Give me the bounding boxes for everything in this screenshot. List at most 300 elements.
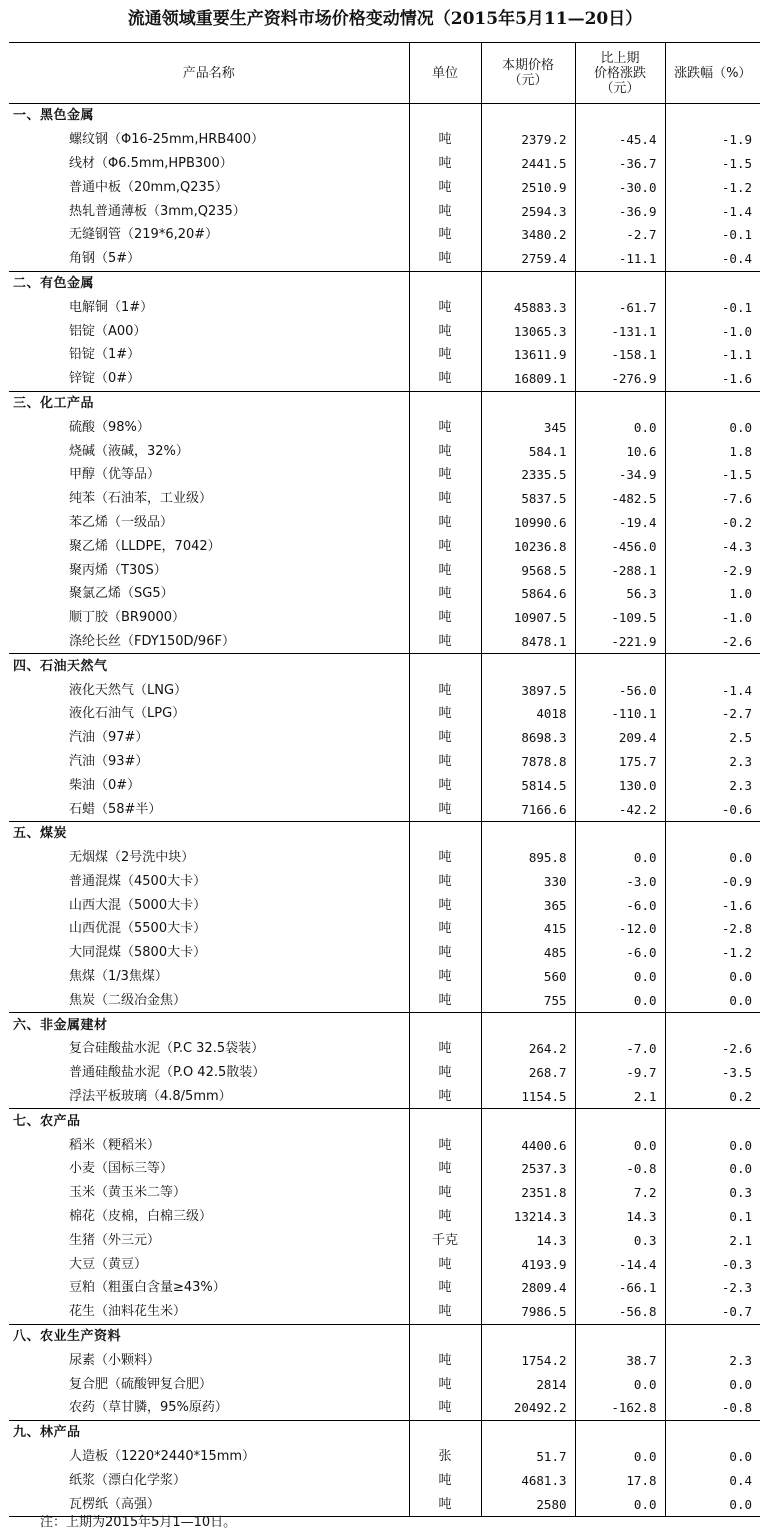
product-name: 山西大混（5000大卡）: [69, 897, 207, 913]
table-row: [9, 606, 760, 630]
category-row: [9, 104, 760, 128]
header-row: [9, 43, 760, 104]
change-percent: -2.3: [665, 1276, 760, 1300]
category-empty-cell: [409, 1420, 481, 1444]
price-change: -11.1: [575, 247, 665, 271]
change-percent: -1.5: [665, 463, 760, 487]
price-change: 0.0: [575, 1492, 665, 1516]
change-percent: 0.0: [665, 1492, 760, 1516]
table-row: [9, 726, 760, 750]
price-change: 0.0: [575, 965, 665, 989]
product-name: 烧碱（液碱，32%）: [69, 443, 189, 459]
table-row: [9, 1276, 760, 1300]
header-unit: 单位: [409, 43, 481, 104]
unit: 吨: [409, 1205, 481, 1229]
table-row: [9, 1445, 760, 1469]
current-price: 415: [481, 917, 575, 941]
unit: 吨: [409, 511, 481, 535]
current-price: 1754.2: [481, 1348, 575, 1372]
unit: 吨: [409, 199, 481, 223]
price-change: -3.0: [575, 870, 665, 894]
price-change: 209.4: [575, 726, 665, 750]
unit: 吨: [409, 558, 481, 582]
table-body: [9, 104, 760, 1517]
price-change: -6.0: [575, 893, 665, 917]
change-percent: -0.3: [665, 1252, 760, 1276]
category-empty-cell: [665, 1013, 760, 1037]
unit: 吨: [409, 797, 481, 821]
category-empty-cell: [409, 821, 481, 845]
price-table: [9, 42, 760, 1517]
price-change: -0.8: [575, 1157, 665, 1181]
table-row: [9, 630, 760, 654]
unit: 吨: [409, 1276, 481, 1300]
change-percent: -2.6: [665, 630, 760, 654]
header-change-percent: 涨跌幅（%）: [665, 43, 760, 104]
current-price: 10990.6: [481, 511, 575, 535]
product-name: 小麦（国标三等）: [69, 1161, 174, 1177]
unit: 吨: [409, 319, 481, 343]
category-empty-cell: [665, 821, 760, 845]
change-percent: -0.1: [665, 223, 760, 247]
category-name: 三、化工产品: [9, 391, 409, 415]
current-price: 13065.3: [481, 319, 575, 343]
product-name: 农药（草甘膦，95%原药）: [69, 1400, 228, 1416]
category-empty-cell: [481, 821, 575, 845]
product-name: 液化石油气（LPG）: [69, 706, 186, 722]
change-percent: 0.1: [665, 1205, 760, 1229]
product-name: 浮法平板玻璃（4.8/5mm）: [69, 1089, 232, 1105]
table-row: [9, 1252, 760, 1276]
change-percent: -0.2: [665, 511, 760, 535]
unit: 吨: [409, 1492, 481, 1516]
category-empty-cell: [481, 104, 575, 128]
table-row: [9, 1181, 760, 1205]
category-empty-cell: [481, 1013, 575, 1037]
change-percent: -0.4: [665, 247, 760, 271]
current-price: 2759.4: [481, 247, 575, 271]
table-row: [9, 870, 760, 894]
product-name: 纸浆（漂白化学浆）: [69, 1472, 187, 1488]
change-percent: -1.0: [665, 319, 760, 343]
unit: 吨: [409, 247, 481, 271]
product-name: 铝锭（A00）: [69, 323, 147, 339]
change-percent: 0.0: [665, 1133, 760, 1157]
table-row: [9, 487, 760, 511]
product-name: 大豆（黄豆）: [69, 1256, 148, 1272]
unit: 吨: [409, 1037, 481, 1061]
table-row: [9, 1061, 760, 1085]
product-name: 热轧普通薄板（3mm,Q235）: [69, 203, 246, 219]
table-row: [9, 1300, 760, 1324]
table-row: [9, 152, 760, 176]
change-percent: -3.5: [665, 1061, 760, 1085]
unit: 吨: [409, 1133, 481, 1157]
change-percent: 2.3: [665, 1348, 760, 1372]
category-empty-cell: [575, 654, 665, 678]
product-name: 角钢（5#）: [69, 251, 141, 267]
current-price: 1154.5: [481, 1085, 575, 1109]
price-change: -36.7: [575, 152, 665, 176]
price-change: -7.0: [575, 1037, 665, 1061]
unit: 吨: [409, 630, 481, 654]
change-percent: 0.0: [665, 415, 760, 439]
unit: 吨: [409, 941, 481, 965]
table-row: [9, 1157, 760, 1181]
change-percent: -2.9: [665, 558, 760, 582]
price-change: 0.0: [575, 1133, 665, 1157]
category-name: 八、农业生产资料: [9, 1324, 409, 1348]
current-price: 2351.8: [481, 1181, 575, 1205]
unit: 吨: [409, 773, 481, 797]
product-name: 普通混煤（4500大卡）: [69, 873, 207, 889]
product-name: 瓦楞纸（高强）: [9, 1492, 409, 1516]
product-name: 汽油（93#）: [69, 753, 149, 769]
change-percent: -2.7: [665, 702, 760, 726]
current-price: 264.2: [481, 1037, 575, 1061]
change-percent: -1.0: [665, 606, 760, 630]
current-price: 7878.8: [481, 750, 575, 774]
category-empty-cell: [575, 821, 665, 845]
change-percent: -4.3: [665, 534, 760, 558]
table-row: [9, 893, 760, 917]
change-percent: -1.5: [665, 152, 760, 176]
unit: 吨: [409, 988, 481, 1012]
current-price: 2814: [481, 1372, 575, 1396]
table-row: [9, 1396, 760, 1420]
product-name: 铅锭（1#）: [69, 347, 141, 363]
product-name: 涤纶长丝（FDY150D/96F）: [69, 633, 235, 649]
table-row: [9, 1372, 760, 1396]
price-change: 17.8: [575, 1468, 665, 1492]
change-percent: 0.0: [665, 965, 760, 989]
table-row: [9, 463, 760, 487]
product-name: 聚丙烯（T30S）: [69, 562, 167, 578]
unit: 吨: [409, 750, 481, 774]
unit: 吨: [409, 1252, 481, 1276]
current-price: 7166.6: [481, 797, 575, 821]
current-price: 7986.5: [481, 1300, 575, 1324]
category-empty-cell: [575, 271, 665, 295]
table-row: [9, 343, 760, 367]
change-percent: -1.2: [665, 941, 760, 965]
category-empty-cell: [409, 271, 481, 295]
current-price: 895.8: [481, 846, 575, 870]
change-percent: -1.1: [665, 343, 760, 367]
table-row: [9, 534, 760, 558]
product-name: 焦炭（二级冶金焦）: [69, 992, 187, 1008]
table-row: [9, 1468, 760, 1492]
current-price: 2580: [481, 1492, 575, 1516]
current-price: 5814.5: [481, 773, 575, 797]
current-price: 268.7: [481, 1061, 575, 1085]
category-empty-cell: [575, 1420, 665, 1444]
unit: 吨: [409, 463, 481, 487]
table-row: [9, 319, 760, 343]
header-product-name: 产品名称: [9, 43, 409, 104]
change-percent: 1.8: [665, 439, 760, 463]
change-percent: 1.0: [665, 582, 760, 606]
product-name: 玉米（黄玉米二等）: [69, 1185, 187, 1201]
table-row: [9, 558, 760, 582]
price-change: -56.0: [575, 678, 665, 702]
unit: 吨: [409, 582, 481, 606]
current-price: 8698.3: [481, 726, 575, 750]
price-change: -276.9: [575, 367, 665, 391]
table-row: [9, 582, 760, 606]
category-empty-cell: [575, 1324, 665, 1348]
table-row: [9, 1228, 760, 1252]
current-price: 10907.5: [481, 606, 575, 630]
category-empty-cell: [481, 1109, 575, 1133]
price-change: 7.2: [575, 1181, 665, 1205]
product-name: 复合肥（硫酸钾复合肥）: [69, 1376, 213, 1392]
category-empty-cell: [481, 1420, 575, 1444]
category-empty-cell: [665, 654, 760, 678]
change-percent: -1.6: [665, 893, 760, 917]
unit: 吨: [409, 1061, 481, 1085]
table-row: [9, 846, 760, 870]
change-percent: 2.3: [665, 773, 760, 797]
category-row: [9, 1324, 760, 1348]
current-price: 4018: [481, 702, 575, 726]
product-name: 棉花（皮棉，白棉三级）: [69, 1209, 213, 1225]
table-row: [9, 247, 760, 271]
category-empty-cell: [665, 1109, 760, 1133]
change-percent: -0.9: [665, 870, 760, 894]
category-row: [9, 271, 760, 295]
unit: 吨: [409, 223, 481, 247]
category-empty-cell: [409, 654, 481, 678]
change-percent: 0.2: [665, 1085, 760, 1109]
header-current-price: 本期价格 （元）: [481, 43, 575, 104]
category-name: 一、黑色金属: [13, 108, 95, 124]
product-name: 稻米（粳稻米）: [69, 1137, 161, 1153]
price-change: -162.8: [575, 1396, 665, 1420]
price-change: -45.4: [575, 128, 665, 152]
unit: 吨: [409, 415, 481, 439]
table-row: [9, 223, 760, 247]
current-price: 4681.3: [481, 1468, 575, 1492]
category-name: 四、石油天然气: [9, 654, 409, 678]
current-price: 5864.6: [481, 582, 575, 606]
price-change: 10.6: [575, 439, 665, 463]
price-change: -456.0: [575, 534, 665, 558]
current-price: 2537.3: [481, 1157, 575, 1181]
product-name: 普通硅酸盐水泥（P.O 42.5散装）: [69, 1065, 266, 1081]
unit: 吨: [409, 534, 481, 558]
price-change: -110.1: [575, 702, 665, 726]
current-price: 8478.1: [481, 630, 575, 654]
category-empty-cell: [481, 654, 575, 678]
category-row: [9, 1013, 760, 1037]
product-name: 人造板（1220*2440*15mm）: [69, 1449, 256, 1465]
current-price: 14.3: [481, 1228, 575, 1252]
product-name: 复合硅酸盐水泥（P.C 32.5袋装）: [69, 1041, 265, 1057]
price-change: 0.0: [575, 988, 665, 1012]
change-percent: 0.3: [665, 1181, 760, 1205]
change-percent: 0.4: [665, 1468, 760, 1492]
current-price: 560: [481, 965, 575, 989]
product-name: 石蜡（58#半）: [69, 801, 162, 817]
change-percent: 2.5: [665, 726, 760, 750]
change-percent: 2.1: [665, 1228, 760, 1252]
price-change: 38.7: [575, 1348, 665, 1372]
category-empty-cell: [409, 391, 481, 415]
current-price: 485: [481, 941, 575, 965]
change-percent: -0.1: [665, 295, 760, 319]
price-change: -12.0: [575, 917, 665, 941]
page-title: 流通领域重要生产资料市场价格变动情况（2015年5月11—20日）: [127, 9, 643, 29]
table-row: [9, 128, 760, 152]
product-name: 螺纹钢（Φ16-25mm,HRB400）: [69, 132, 265, 148]
category-empty-cell: [409, 1013, 481, 1037]
category-name: 六、非金属建材: [9, 1013, 409, 1037]
current-price: 2809.4: [481, 1276, 575, 1300]
current-price: 13214.3: [481, 1205, 575, 1229]
change-percent: -1.2: [665, 175, 760, 199]
table-row: [9, 773, 760, 797]
unit: 吨: [409, 343, 481, 367]
unit: 吨: [409, 295, 481, 319]
price-change: -56.8: [575, 1300, 665, 1324]
category-empty-cell: [665, 391, 760, 415]
unit: 吨: [409, 726, 481, 750]
category-name: 七、农产品: [9, 1109, 409, 1133]
price-change: 0.0: [575, 1372, 665, 1396]
price-change: -30.0: [575, 175, 665, 199]
table-row: [9, 797, 760, 821]
product-name: 柴油（0#）: [69, 777, 141, 793]
table-row: [9, 1205, 760, 1229]
change-percent: 0.0: [665, 1372, 760, 1396]
change-percent: 0.0: [665, 846, 760, 870]
current-price: 10236.8: [481, 534, 575, 558]
category-name: 九、林产品: [9, 1420, 409, 1444]
unit: 千克: [409, 1228, 481, 1252]
unit: 吨: [409, 1300, 481, 1324]
unit: 吨: [409, 1085, 481, 1109]
price-change: -19.4: [575, 511, 665, 535]
category-empty-cell: [575, 104, 665, 128]
change-percent: -2.6: [665, 1037, 760, 1061]
category-row: [9, 654, 760, 678]
category-empty-cell: [409, 1109, 481, 1133]
category-empty-cell: [665, 1324, 760, 1348]
unit: 吨: [409, 1157, 481, 1181]
table-row: [9, 175, 760, 199]
product-name: 顺丁胶（BR9000）: [69, 610, 186, 626]
price-change: -109.5: [575, 606, 665, 630]
change-percent: -1.4: [665, 199, 760, 223]
current-price: 4193.9: [481, 1252, 575, 1276]
change-percent: 0.0: [665, 1445, 760, 1469]
category-empty-cell: [575, 1013, 665, 1037]
product-name: 豆粕（粗蛋白含量≥43%）: [69, 1280, 226, 1296]
product-name: 电解铜（1#）: [69, 299, 154, 315]
unit: 吨: [409, 1348, 481, 1372]
price-change: 56.3: [575, 582, 665, 606]
change-percent: 0.0: [665, 1157, 760, 1181]
current-price: 2335.5: [481, 463, 575, 487]
category-row: [9, 391, 760, 415]
category-empty-cell: [409, 1324, 481, 1348]
price-change: -158.1: [575, 343, 665, 367]
category-name: 五、煤炭: [9, 821, 409, 845]
price-change: 175.7: [575, 750, 665, 774]
price-change: -2.7: [575, 223, 665, 247]
price-change: -221.9: [575, 630, 665, 654]
product-name: 线材（Φ6.5mm,HPB300）: [69, 155, 233, 171]
category-empty-cell: [665, 271, 760, 295]
unit: 吨: [409, 870, 481, 894]
current-price: 20492.2: [481, 1396, 575, 1420]
price-change: -131.1: [575, 319, 665, 343]
product-name: 汽油（97#）: [69, 730, 149, 746]
change-percent: 2.3: [665, 750, 760, 774]
price-change: -482.5: [575, 487, 665, 511]
change-percent: -0.8: [665, 1396, 760, 1420]
price-change: 130.0: [575, 773, 665, 797]
category-empty-cell: [481, 391, 575, 415]
category-empty-cell: [409, 104, 481, 128]
change-percent: -2.8: [665, 917, 760, 941]
table-row: [9, 1133, 760, 1157]
price-change: 0.0: [575, 1445, 665, 1469]
current-price: 4400.6: [481, 1133, 575, 1157]
current-price: 755: [481, 988, 575, 1012]
change-percent: -1.9: [665, 128, 760, 152]
unit: 吨: [409, 128, 481, 152]
header-price-change: 比上期 价格涨跌 （元）: [575, 43, 665, 104]
product-name: 纯苯（石油苯，工业级）: [69, 491, 213, 507]
current-price: 45883.3: [481, 295, 575, 319]
product-name: 液化天然气（LNG）: [69, 682, 188, 698]
change-percent: 0.0: [665, 988, 760, 1012]
table-row: [9, 511, 760, 535]
price-change: -36.9: [575, 199, 665, 223]
current-price: 9568.5: [481, 558, 575, 582]
current-price: 2510.9: [481, 175, 575, 199]
unit: 吨: [409, 175, 481, 199]
price-change: -6.0: [575, 941, 665, 965]
table-row: [9, 415, 760, 439]
price-change: -14.4: [575, 1252, 665, 1276]
table-row: [9, 988, 760, 1012]
price-change: 0.0: [575, 415, 665, 439]
product-name: 无烟煤（2号洗中块）: [69, 850, 195, 866]
current-price: 5837.5: [481, 487, 575, 511]
price-change: 2.1: [575, 1085, 665, 1109]
unit: 吨: [409, 702, 481, 726]
product-name: 花生（油料花生米）: [69, 1304, 187, 1320]
price-change: 0.3: [575, 1228, 665, 1252]
change-percent: -1.6: [665, 367, 760, 391]
current-price: 2441.5: [481, 152, 575, 176]
unit: 吨: [409, 606, 481, 630]
product-name: 大同混煤（5800大卡）: [69, 945, 207, 961]
current-price: 365: [481, 893, 575, 917]
price-change: 0.0: [575, 846, 665, 870]
unit: 吨: [409, 1468, 481, 1492]
price-change: -288.1: [575, 558, 665, 582]
unit: 吨: [409, 439, 481, 463]
price-change: -42.2: [575, 797, 665, 821]
unit: 吨: [409, 893, 481, 917]
current-price: 3480.2: [481, 223, 575, 247]
current-price: 51.7: [481, 1445, 575, 1469]
table-row: [9, 702, 760, 726]
